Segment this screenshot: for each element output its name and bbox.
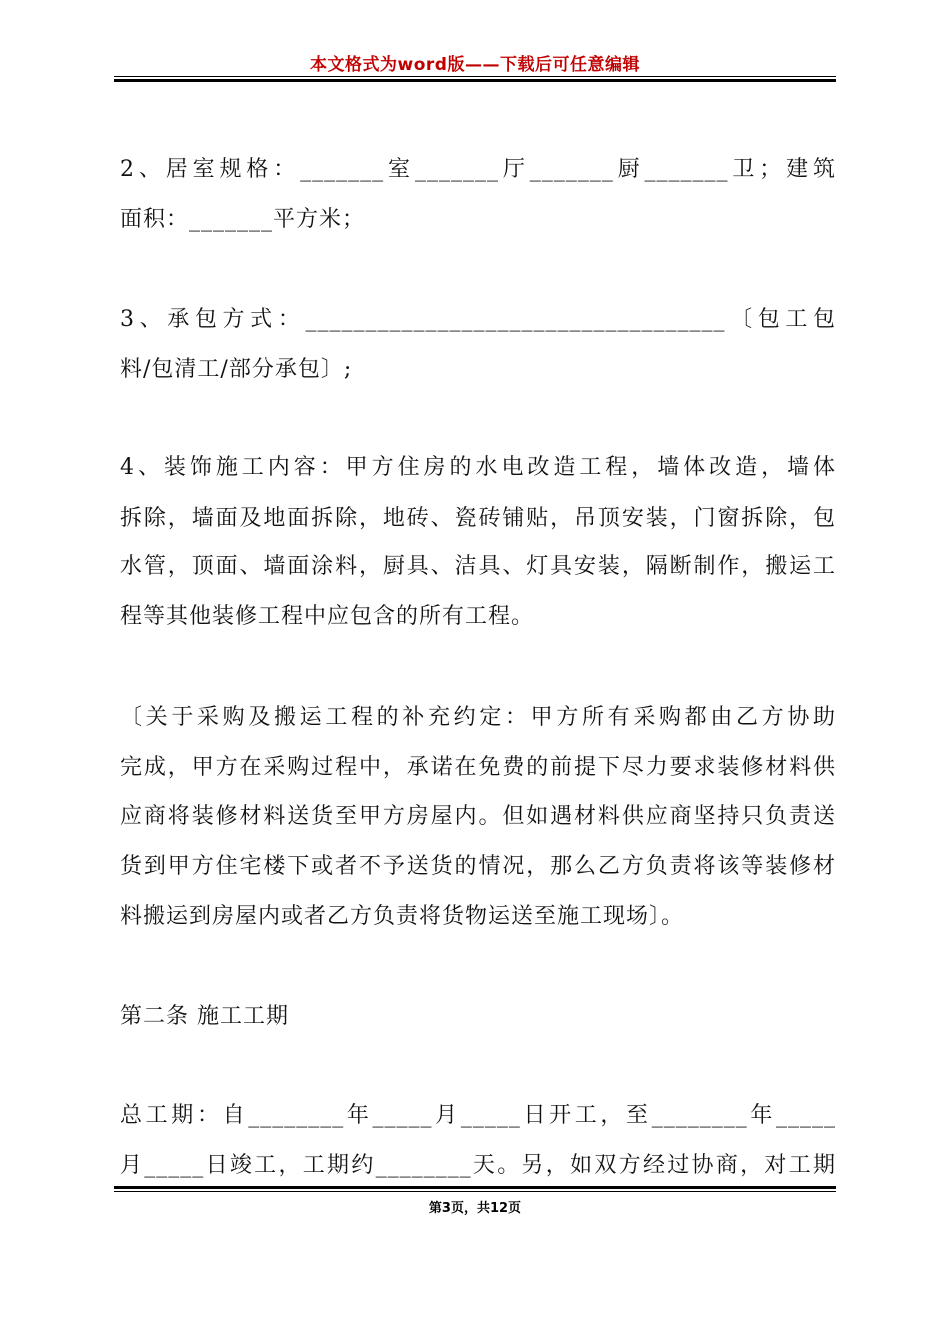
header-banner: 本文格式为word版——下载后可任意编辑	[310, 55, 640, 75]
para-line: 总工期：自________年_____月_____日开工，至________年_____	[120, 1103, 836, 1128]
footer-rule-thick	[114, 1186, 836, 1189]
section-heading: 第二条 施工工期	[120, 1004, 289, 1029]
para-line: 面积：_______平方米；	[120, 207, 366, 232]
header-rule-thin	[114, 76, 836, 77]
header-rule-thick	[114, 79, 836, 82]
footer-rule-thin	[114, 1191, 836, 1192]
para-line: 完成，甲方在采购过程中，承诺在免费的前提下尽力要求装修材料供	[120, 755, 836, 780]
para-line: 4、装饰施工内容：甲方住房的水电改造工程，墙体改造，墙体	[120, 455, 836, 480]
para-line: 应商将装修材料送货至甲方房屋内。但如遇材料供应商坚持只负责送	[120, 804, 836, 829]
para-line: 程等其他装修工程中应包含的所有工程。	[120, 604, 535, 629]
page-number: 第3页，共12页	[428, 1201, 522, 1216]
para-line: 2、居室规格：_______室_______厅_______厨_______卫；建筑	[120, 157, 836, 182]
para-line: 水管，顶面、墙面涂料，厨具、洁具、灯具安装，隔断制作，搬运工	[120, 554, 836, 579]
para-line: 货到甲方住宅楼下或者不予送货的情况，那么乙方负责将该等装修材	[120, 854, 836, 879]
para-line: 月_____日竣工，工期约________天。另，如双方经过协商，对工期	[120, 1153, 836, 1178]
para-line: 料搬运到房屋内或者乙方负责将货物运送至施工现场〕。	[120, 904, 685, 929]
para-line: 料/包清工/部分承包〕;	[120, 357, 353, 382]
para-line: 拆除，墙面及地面拆除，地砖、瓷砖铺贴，吊顶安装，门窗拆除，包	[120, 506, 836, 531]
para-line: 3、承包方式：___________________________________〔包工包	[120, 307, 836, 332]
para-line: 〔关于采购及搬运工程的补充约定：甲方所有采购都由乙方协助	[120, 705, 836, 730]
